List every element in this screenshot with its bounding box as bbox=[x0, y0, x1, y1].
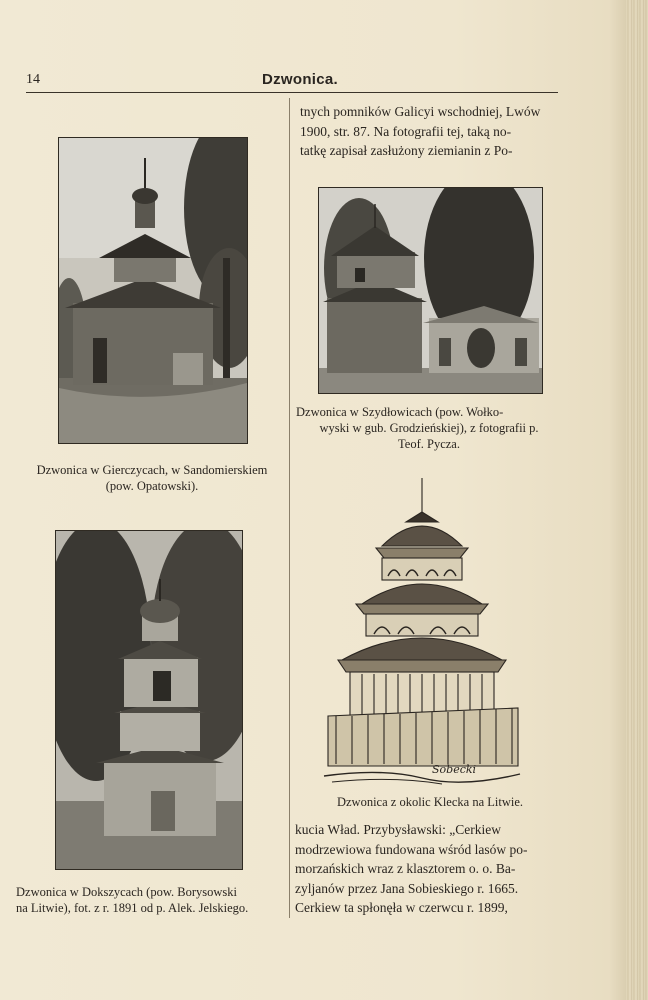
caption-klecko bbox=[300, 794, 560, 810]
caption-text: Dzwonica w Szydłowicach (pow. Wołko- bbox=[296, 405, 504, 419]
caption-line: Dzwonica w Dokszycach (pow. Borysowski bbox=[16, 885, 238, 899]
photo-gierczyce bbox=[58, 137, 248, 444]
drawing-klecko bbox=[322, 476, 522, 788]
text-line: 1900, str. 87. Na fotografii tej, taką no- bbox=[300, 123, 512, 139]
text-top bbox=[300, 102, 558, 161]
text-line: morzańskich wraz z klasztorem o. o. Ba- bbox=[295, 861, 516, 876]
text-line: tatkę zapisał zasłużony ziemianin z Po- bbox=[300, 143, 513, 158]
text-line: tnych pomników Galicyi wschodniej, Lwów bbox=[300, 104, 541, 119]
caption-line: Dzwonica w Gierczycach, w Sandomierskiem bbox=[36, 463, 268, 477]
text-line: zyljanów przez Jana Sobieskiego r. 1665. bbox=[295, 880, 519, 896]
running-head: Dzwonica. bbox=[261, 71, 339, 88]
text-line: kucia Wład. Przybysławski: „Cerkiew bbox=[295, 822, 501, 837]
caption-line: Teof. Pycza. bbox=[398, 437, 460, 451]
column-divider bbox=[289, 98, 290, 918]
caption-line bbox=[296, 404, 562, 420]
caption-gierczyce bbox=[14, 462, 290, 494]
text-line: modrzewiowa fundowana wśród lasów po- bbox=[295, 841, 528, 857]
photo-dokszyce bbox=[55, 530, 243, 870]
caption-line: (pow. Opatowski). bbox=[105, 479, 199, 493]
caption-line: wyski w gub. Grodzieńskiej), z fotografii p. bbox=[319, 421, 539, 435]
page-edge bbox=[626, 0, 648, 1000]
caption-line: na Litwie), fot. z r. 1891 od p. Alek. Jelskiego. bbox=[16, 901, 249, 915]
caption-dokszyce bbox=[16, 884, 286, 916]
page-number: 14 bbox=[26, 72, 40, 87]
header-rule bbox=[26, 92, 558, 93]
photo-szydlowice bbox=[318, 187, 543, 394]
caption-szydlowice bbox=[296, 404, 562, 452]
text-bottom bbox=[295, 820, 557, 918]
text-line: Cerkiew ta spłonęła w czerwcu r. 1899, bbox=[295, 900, 508, 915]
caption-line: Dzwonica z okolic Klecka na Litwie. bbox=[336, 795, 524, 809]
drawing-signature: Sobecki bbox=[432, 763, 477, 776]
